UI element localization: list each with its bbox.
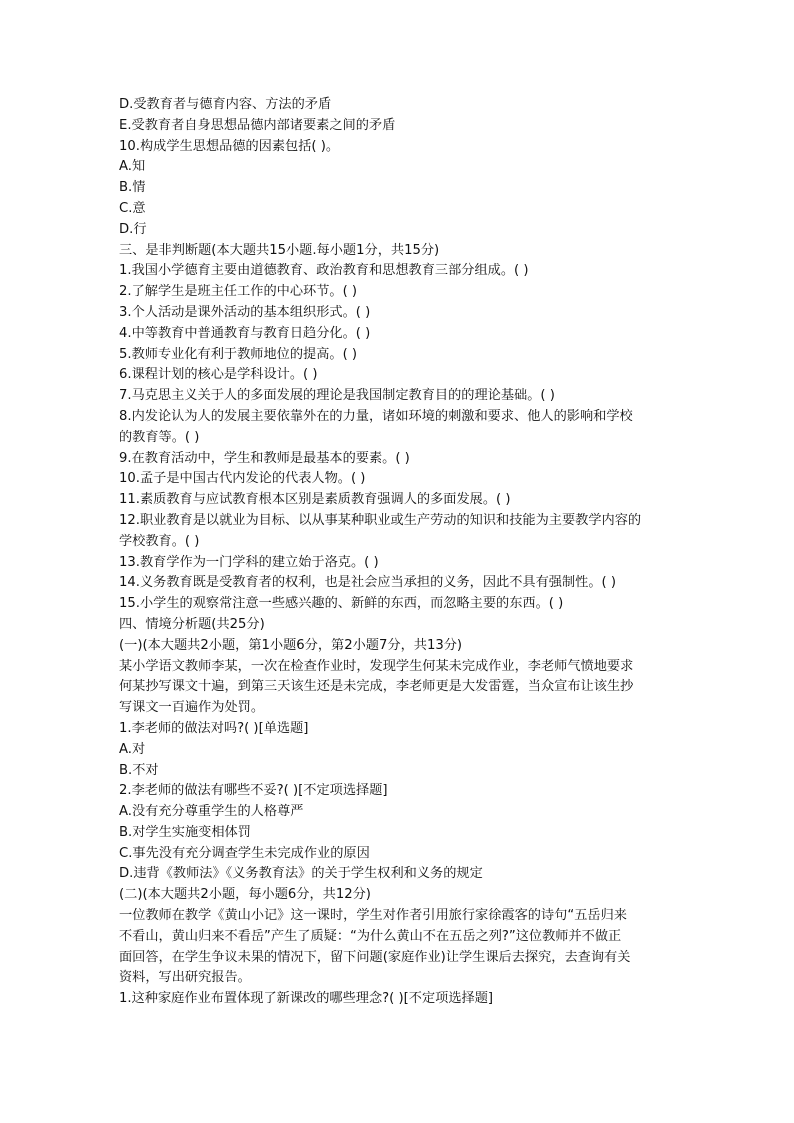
judgment-item: 1.我国小学德育主要由道德教育、政治教育和思想教育三部分组成。( ) [119,263,529,279]
judgment-item: 15.小学生的观察常注意一些感兴趣的、新鲜的东西，而忽略主要的东西。( ) [119,596,564,612]
option-line: B.对学生实施变相体罚 [119,824,251,840]
option-line: A.对 [119,741,146,757]
question-stem: 1.这种家庭作业布置体现了新课改的哪些理念?( )[不定项选择题] [119,991,494,1007]
question-stem: 1.李老师的做法对吗?( )[单选题] [119,720,309,736]
scenario-text: 一位教师在教学《黄山小记》这一课时，学生对作者引用旅行家徐霞客的诗句“五岳归来 [119,908,627,924]
subsection-heading: (二)(本大题共2小题，每小题6分，共12分) [119,887,371,903]
option-line: C.事先没有充分调查学生未完成作业的原因 [119,845,370,861]
scenario-text: 某小学语文教师李某，一次在检查作业时，发现学生何某未完成作业，李老师气愤地要求 [119,658,634,674]
judgment-item: 10.孟子是中国古代内发论的代表人物。( ) [119,471,366,487]
scenario-text: 面回答，在学生争议未果的情况下，留下问题(家庭作业)让学生课后去探究，去查询有关 [119,949,631,965]
judgment-item: 8.内发论认为人的发展主要依靠外在的力量，诸如环境的刺激和要求、他人的影响和学校 [119,408,633,424]
option-line: B.不对 [119,762,159,778]
scenario-text: 不看山，黄山归来不看岳”产生了质疑：“为什么黄山不在五岳之列?”这位教师并不做正 [119,928,622,944]
option-line: A.没有充分尊重学生的人格尊严 [119,804,304,820]
question-stem: 10.构成学生思想品德的因素包括( )。 [119,138,340,154]
judgment-item: 9.在教育活动中，学生和教师是最基本的要素。( ) [119,450,410,466]
judgment-item: 3.个人活动是课外活动的基本组织形式。( ) [119,304,371,320]
text-line: D.受教育者与德育内容、方法的矛盾 [119,97,332,112]
judgment-item: 5.教师专业化有利于教师地位的提高。( ) [119,346,358,362]
document-body [119,95,679,1010]
judgment-item: 12.职业教育是以就业为目标、以从事某种职业或生产劳动的知识和技能为主要教学内容的 [119,512,642,528]
section-heading: 四、情境分析题(共25分) [119,616,265,632]
section-heading: 三、是非判断题(本大题共15小题.每小题1分，共15分) [119,242,440,258]
option-line: A.知 [119,159,146,175]
judgment-item: 14.义务教育既是受教育者的权利，也是社会应当承担的义务，因此不具有强制性。( ) [119,575,617,591]
judgment-item: 7.马克思主义关于人的多面发展的理论是我国制定教育目的的理论基础。( ) [119,388,555,404]
option-line: C.意 [119,200,146,216]
option-line: D.违背《教师法》《义务教育法》的关于学生权利和义务的规定 [119,866,483,882]
judgment-item: 4.中等教育中普通教育与教育日趋分化。( ) [119,325,371,341]
scenario-text: 何某抄写课文十遍，到第三天该生还是未完成，李老师更是大发雷霆，当众宣布让该生抄 [119,679,634,695]
judgment-item: 13.教育学作为一门学科的建立始于洛克。( ) [119,554,379,570]
judgment-item: 2.了解学生是班主任工作的中心环节。( ) [119,284,358,300]
subsection-heading: (一)(本大题共2小题，第1小题6分，第2小题7分，共13分) [119,637,463,653]
judgment-item: 6.课程计划的核心是学科设计。( ) [119,367,318,383]
scenario-text: 写课文一百遍作为处罚。 [119,700,265,716]
judgment-item-continued: 学校教育。( ) [119,533,200,549]
text-line: E.受教育者自身思想品德内部诸要素之间的矛盾 [119,117,396,133]
scenario-text: 资料，写出研究报告。 [119,970,251,986]
judgment-item-continued: 的教育等。( ) [119,429,200,445]
question-stem: 2.李老师的做法有哪些不妥?( )[不定项选择题] [119,783,388,799]
option-line: B.情 [119,180,146,196]
option-line: D.行 [119,221,147,237]
judgment-item: 11.素质教育与应试教育根本区别是素质教育强调人的多面发展。( ) [119,492,511,508]
